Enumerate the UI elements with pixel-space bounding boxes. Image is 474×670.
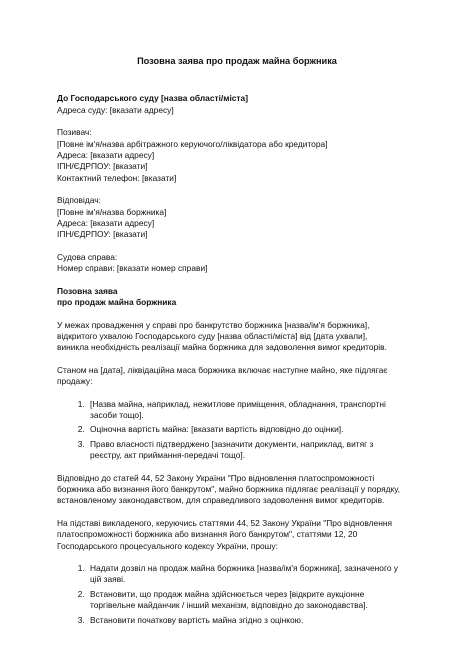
- plaintiff-address: Адреса: [вказати адресу]: [57, 150, 155, 161]
- paragraph-line: платоспроможності боржника або визнання його банкрутом", статтями 12, 20: [57, 529, 358, 540]
- list-item-line: 1. Надати дозвіл на продаж майна боржника [назва/ім'я боржника], зазначеного у: [90, 563, 398, 573]
- paragraph-legal-basis: [57, 473, 417, 507]
- list-item-line: засоби тощо].: [90, 409, 144, 420]
- paragraph-line: відкритого ухвалою Господарського суду [назва області/міста] від [дата ухвали],: [57, 330, 368, 341]
- court-block: [57, 93, 417, 116]
- paragraph-line: На підставі викладеного, керуючись статтями 44, 52 Закону України "Про відновлення: [57, 517, 392, 528]
- case-block: [57, 252, 417, 275]
- assets-list: [57, 399, 417, 462]
- paragraph-line: продажу:: [57, 376, 93, 387]
- paragraph-line: виникла необхідність реалізації майна боржника для задоволення вимог кредиторів.: [57, 342, 387, 353]
- case-heading: Судова справа:: [57, 251, 118, 262]
- defendant-address: Адреса: [вказати адресу]: [57, 218, 155, 229]
- list-item-line: 1. [Назва майна, наприклад, нежитлове приміщення, обладнання, транспортні: [90, 398, 386, 409]
- defendant-name: [Повне ім'я/назва боржника]: [57, 206, 167, 217]
- plaintiff-block: [57, 127, 417, 184]
- paragraph-line: боржника або визнання його банкрутом", майно боржника підлягає реалізації у порядку,: [57, 483, 400, 494]
- case-number: Номер справи: [вказати номер справи]: [57, 263, 208, 274]
- paragraph-line: Станом на [дата], ліквідаційна маса боржника включає наступне майно, яке підлягає: [57, 364, 388, 375]
- defendant-block: [57, 195, 417, 241]
- paragraph-line: встановленому законодавством, для справедливого задоволення вимог кредиторів.: [57, 495, 385, 506]
- list-item-line: 2. Оціночна вартість майна: [вказати вартість відповідно до оцінки].: [90, 424, 344, 435]
- paragraph-line: У межах провадження у справі про банкрутство боржника [назва/ім'я боржника],: [57, 319, 370, 330]
- list-item-line: торгівельне майданчик / інший механізм, відповідно до законодавства].: [90, 600, 368, 611]
- list-item-line: 3. Право власності підтверджено [зазначити документи, наприклад, витяг з: [90, 438, 374, 449]
- statement-title-line2: про продаж майна боржника: [57, 297, 177, 308]
- statement-title-line1: Позовна заява: [57, 285, 118, 296]
- plaintiff-tax-id: ІПН/ЄДРПОУ: [вказати]: [57, 161, 148, 172]
- document-body: [57, 56, 417, 637]
- list-item-line: реєстру, акт приймання-передачі тощо].: [90, 450, 246, 461]
- plaintiff-heading: Позивач:: [57, 127, 92, 138]
- court-name: До Господарського суду [назва області/міста]: [57, 93, 248, 104]
- paragraph-proceedings: [57, 320, 417, 354]
- list-item: [87, 439, 417, 462]
- statement-title: [57, 286, 417, 309]
- list-item-line: цій заяві.: [90, 574, 126, 585]
- court-address: Адреса суду: [вказати адресу]: [57, 104, 174, 115]
- list-item: [87, 589, 417, 612]
- list-item-line: 2. Встановити, що продаж майна здійснюється через [відкрите аукціонне: [90, 588, 365, 599]
- defendant-tax-id: ІПН/ЄДРПОУ: [вказати]: [57, 229, 148, 240]
- document-title: Позовна заява про продаж майна боржника: [137, 56, 337, 66]
- paragraph-request-intro: [57, 518, 417, 552]
- list-item-line: 3. Встановити початкову вартість майна згідно з оцінкою.: [90, 614, 304, 625]
- plaintiff-name: [Повне ім'я/назва арбітражного керуючого/ліквідатора або кредитора]: [57, 138, 328, 149]
- list-item: [87, 615, 417, 626]
- paragraph-assets-intro: [57, 365, 417, 388]
- plaintiff-phone: Контактний телефон: [вказати]: [57, 172, 177, 183]
- defendant-heading: Відповідач:: [57, 195, 101, 206]
- list-item: [87, 424, 417, 435]
- paragraph-line: Відповідно до статей 44, 52 Закону України "Про відновлення платоспроможності: [57, 472, 375, 483]
- list-item: [87, 399, 417, 422]
- list-item: [87, 563, 417, 586]
- paragraph-line: Господарського процесуального кодексу України, прошу:: [57, 540, 278, 551]
- requests-list: [57, 563, 417, 626]
